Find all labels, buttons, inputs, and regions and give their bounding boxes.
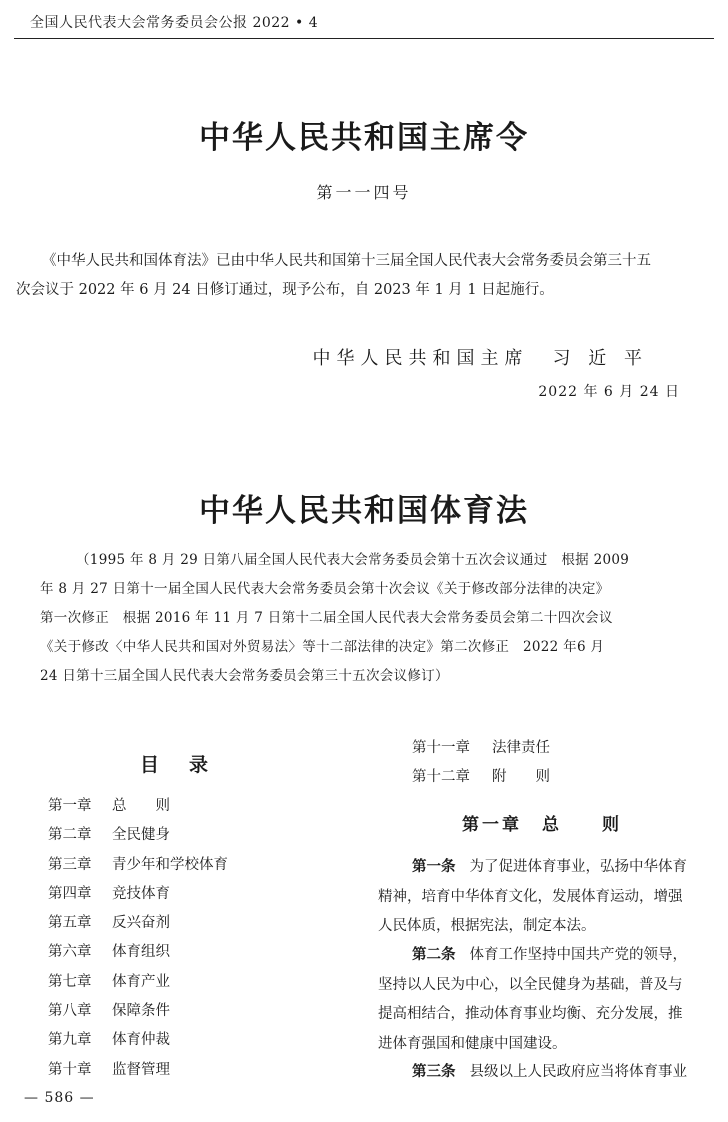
toc-item[interactable] bbox=[48, 851, 228, 880]
article-label: 第一条 bbox=[412, 859, 456, 875]
toc-chapter-name: 保障条件 bbox=[112, 1003, 170, 1020]
toc-chapter-name: 法律责任 bbox=[492, 740, 550, 756]
toc-chapter-name: 青少年和学校体育 bbox=[112, 856, 228, 873]
toc-chapter: 第一章 bbox=[48, 798, 92, 814]
article-3 bbox=[378, 1058, 712, 1088]
toc-chapter: 第三章 bbox=[48, 856, 92, 873]
toc-chapter-name: 反兴奋剂 bbox=[112, 915, 170, 932]
article-2 bbox=[378, 941, 712, 1059]
article-line: 体育工作坚持中国共产党的领导， bbox=[469, 947, 687, 963]
toc-item[interactable] bbox=[48, 821, 228, 850]
toc-chapter-name: 体育组织 bbox=[112, 944, 170, 961]
article-line: 为了促进体育事业，弘扬中华体育 bbox=[469, 859, 687, 875]
article-line: 坚持以人民为中心，以全民健身为基础，普及与 bbox=[378, 976, 683, 993]
toc-chapter-name: 体育仲裁 bbox=[112, 1032, 170, 1049]
toc-item[interactable] bbox=[48, 938, 228, 967]
toc-list-right bbox=[412, 734, 550, 793]
preamble-line: 第一次修正 根据 2016 年 11 月 7 日第十二届全国人民代表大会常务委员会第二十四次会议 bbox=[40, 610, 613, 626]
toc-chapter: 第七章 bbox=[48, 973, 92, 990]
article-line: 县级以上人民政府应当将体育事业 bbox=[469, 1064, 687, 1080]
order-signature: 中华人民共和国主席 习 近 平 bbox=[312, 348, 648, 369]
toc-chapter: 第四章 bbox=[48, 885, 92, 902]
toc-item[interactable] bbox=[412, 763, 550, 792]
article-label: 第二条 bbox=[412, 947, 456, 963]
law-title: 中华人民共和国体育法 bbox=[199, 493, 529, 529]
order-body-line: 次会议于 2022 年 6 月 24 日修订通过，现予公布，自 2023 年 1 月 1 日起施行。 bbox=[16, 282, 554, 298]
article-line: 精神，培育中华体育文化，发展体育运动，增强 bbox=[378, 888, 683, 905]
article-label: 第三条 bbox=[412, 1064, 456, 1080]
toc-item[interactable] bbox=[48, 997, 228, 1026]
toc-item[interactable] bbox=[48, 1056, 228, 1085]
toc-chapter: 第十章 bbox=[48, 1061, 92, 1078]
toc-chapter: 第八章 bbox=[48, 1003, 92, 1020]
chapter-heading: 第一章 总 则 bbox=[462, 815, 622, 835]
toc-item[interactable] bbox=[48, 792, 228, 821]
running-head: 全国人民代表大会常务委员会公报 2022 • 4 bbox=[30, 15, 319, 31]
order-body-line: 《中华人民共和国体育法》已由中华人民共和国第十三届全国人民代表大会常务委员会第三十五 bbox=[42, 253, 651, 269]
toc-chapter: 第九章 bbox=[48, 1032, 92, 1049]
order-date: 2022 年 6 月 24 日 bbox=[538, 384, 680, 400]
toc-title: 目录 bbox=[140, 754, 239, 776]
preamble-line: （1995 年 8 月 29 日第八届全国人民代表大会常务委员会第十五次会议通过 根据 2009 bbox=[76, 552, 630, 568]
toc-chapter-name: 体育产业 bbox=[112, 973, 170, 990]
toc-chapter: 第五章 bbox=[48, 915, 92, 932]
toc-item[interactable] bbox=[48, 880, 228, 909]
preamble-line: 《关于修改〈中华人民共和国对外贸易法〉等十二部法律的决定》第二次修正 2022 年6 月 bbox=[40, 639, 605, 655]
toc-chapter: 第十一章 bbox=[412, 740, 470, 756]
article-line: 人民体质，根据宪法，制定本法。 bbox=[378, 918, 596, 934]
page-number: — 586 — bbox=[24, 1090, 95, 1106]
toc-item[interactable] bbox=[48, 1026, 228, 1055]
toc-item[interactable] bbox=[48, 968, 228, 997]
toc-chapter: 第六章 bbox=[48, 944, 92, 961]
header-rule bbox=[14, 38, 714, 39]
article-line: 进体育强国和健康中国建设。 bbox=[378, 1035, 567, 1052]
law-preamble bbox=[40, 546, 688, 691]
toc-list bbox=[48, 792, 228, 1085]
toc-chapter-name: 竞技体育 bbox=[112, 885, 170, 902]
toc-chapter: 第十二章 bbox=[412, 769, 470, 786]
order-number: 第一一四号 bbox=[316, 183, 412, 202]
preamble-line: 年 8 月 27 日第十一届全国人民代表大会常务委员会第十次会议《关于修改部分法律的决定》 bbox=[40, 581, 610, 597]
toc-item[interactable] bbox=[48, 909, 228, 938]
order-title: 中华人民共和国主席令 bbox=[199, 120, 529, 156]
toc-chapter-name: 全民健身 bbox=[112, 827, 170, 844]
toc-chapter-name: 总 则 bbox=[112, 798, 170, 814]
toc-chapter-name: 监督管理 bbox=[112, 1061, 170, 1078]
toc-item[interactable] bbox=[412, 734, 550, 763]
toc-chapter-name: 附 则 bbox=[492, 769, 550, 786]
article-line: 提高相结合，推动体育事业均衡、充分发展，推 bbox=[378, 1006, 683, 1022]
order-body bbox=[16, 247, 714, 305]
preamble-line: 24 日第十三届全国人民代表大会常务委员会第三十五次会议修订） bbox=[40, 668, 449, 684]
toc-chapter: 第二章 bbox=[48, 827, 92, 844]
article-1 bbox=[378, 853, 712, 942]
